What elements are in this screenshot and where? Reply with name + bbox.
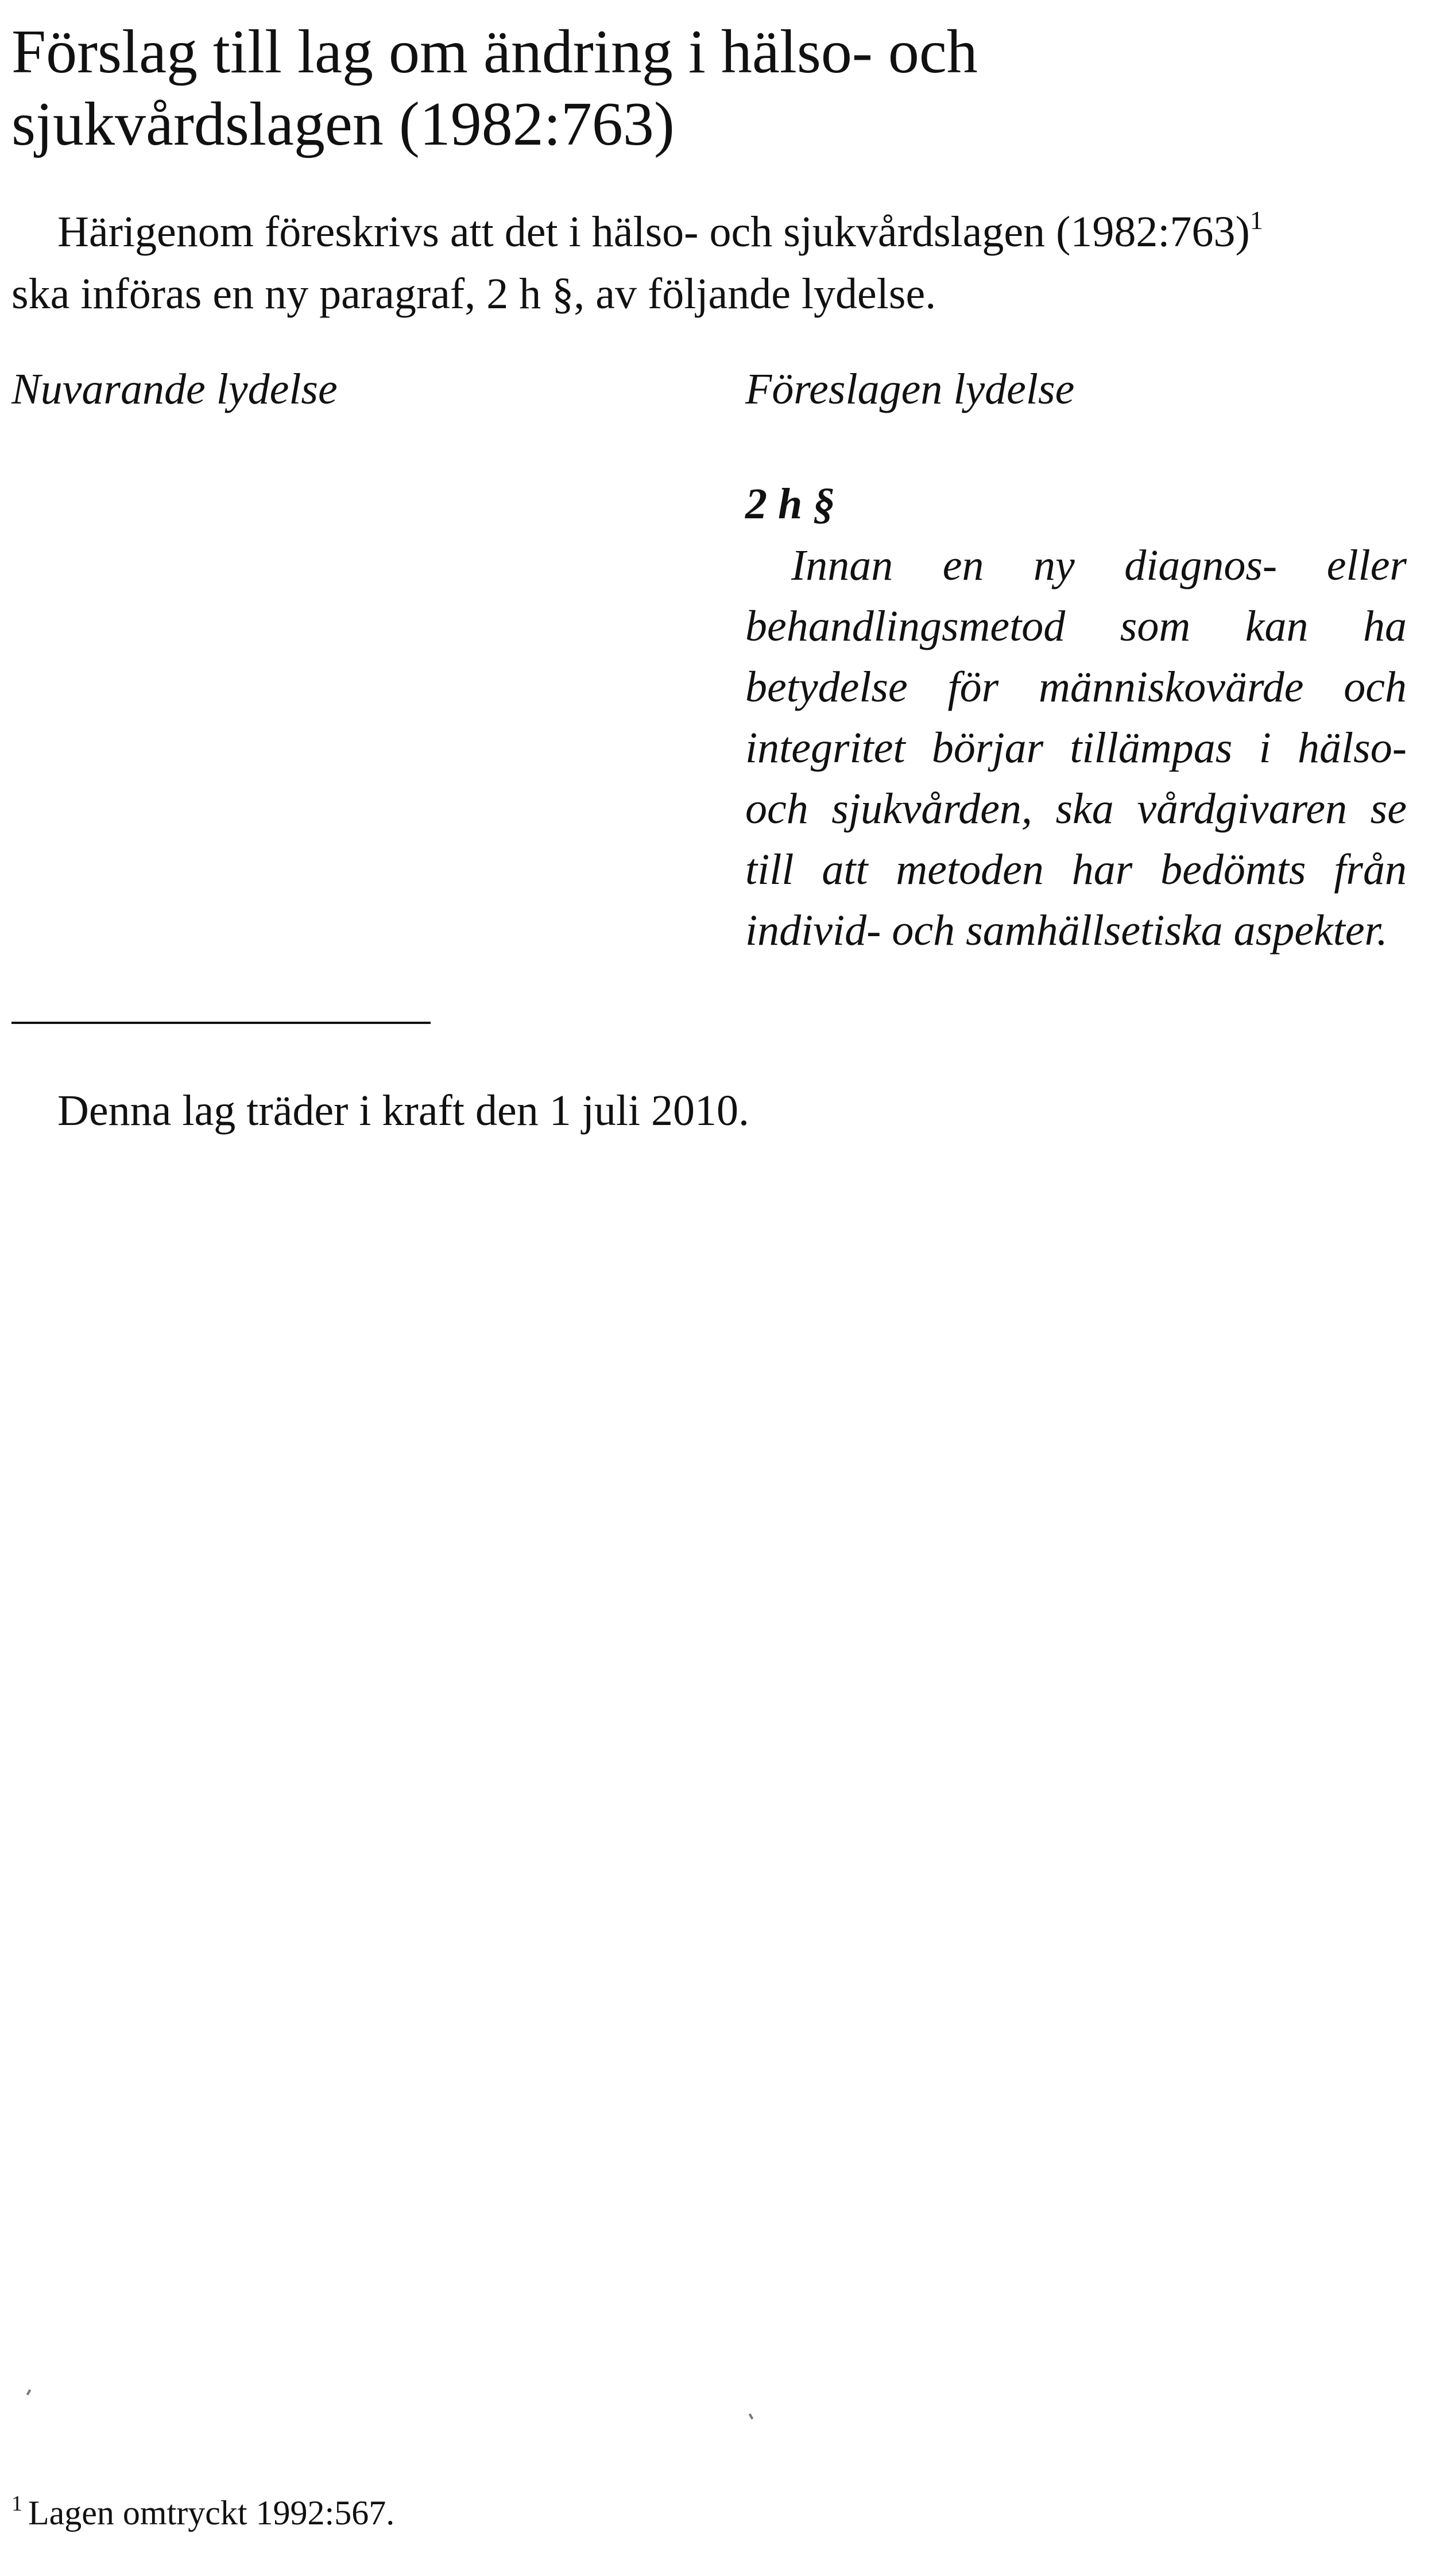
section-number: 2 h § bbox=[745, 480, 835, 528]
scan-speck bbox=[749, 2414, 753, 2420]
intro-paragraph bbox=[11, 201, 1412, 325]
proposed-section-text: Innan en ny diagnos- eller behandlingsmetod som kan ha betydelse för människovärde och integritet börjar tillämpas i hälso- och sjukvården, ska vårdgivaren se till att metoden har bedömts från individ- och samhällsetiska aspekter. bbox=[745, 541, 1407, 955]
footnote-text: Lagen omtryckt 1992:567. bbox=[28, 2494, 395, 2532]
title-line-1: Förslag till lag om ändring i hälso- och bbox=[11, 18, 978, 86]
separator-rule bbox=[11, 1022, 431, 1024]
page-title bbox=[11, 16, 1401, 161]
intro-text-end: ska införas en ny paragraf, 2 h §, av följande lydelse. bbox=[11, 270, 936, 318]
current-wording-heading: Nuvarande lydelse bbox=[11, 365, 338, 413]
intro-text-start: Härigenom föreskrivs att det i hälso- och sjukvårdslagen (1982:763) bbox=[57, 208, 1250, 256]
proposed-wording-heading: Föreslagen lydelse bbox=[745, 365, 1075, 413]
footnote bbox=[11, 2490, 394, 2536]
scan-speck bbox=[26, 2389, 31, 2396]
effective-date-text: Denna lag träder i kraft den 1 juli 2010. bbox=[57, 1087, 750, 1135]
footnote-marker: 1 bbox=[11, 2492, 22, 2516]
footnote-reference[interactable]: 1 bbox=[1249, 205, 1263, 235]
title-line-2: sjukvårdslagen (1982:763) bbox=[11, 90, 675, 158]
